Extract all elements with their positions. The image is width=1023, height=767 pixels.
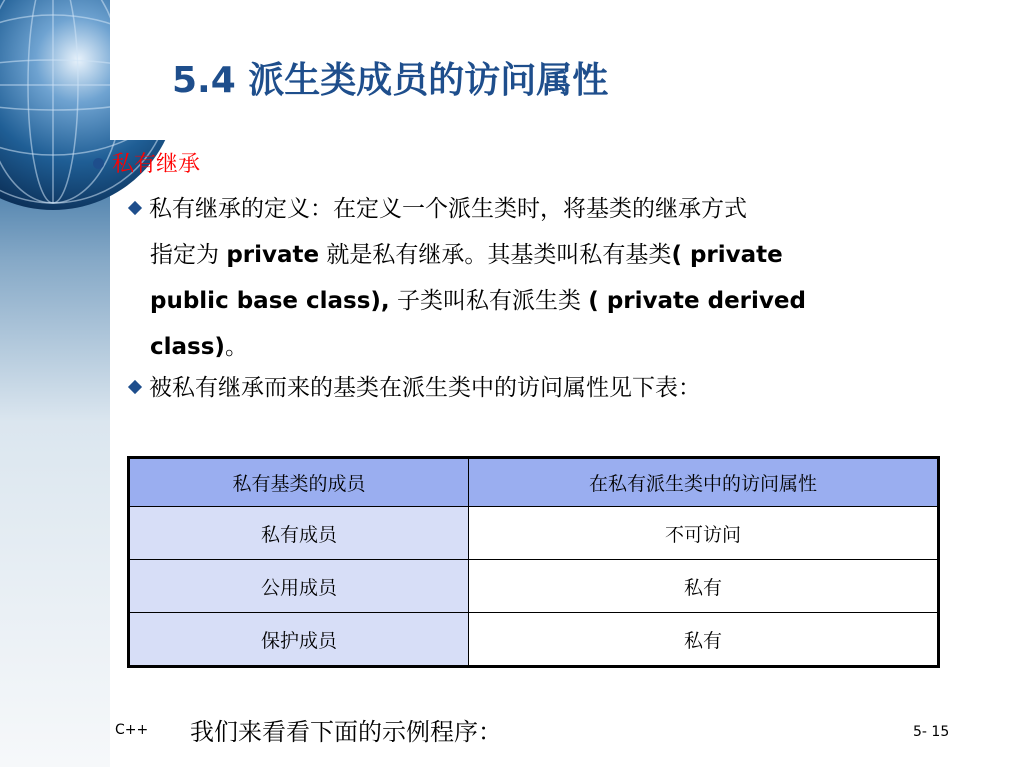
definition-text-3a: public base class), bbox=[150, 288, 390, 314]
bullet-dot-icon bbox=[93, 158, 104, 169]
table-row bbox=[129, 560, 939, 613]
access-table bbox=[127, 456, 940, 668]
diamond-bullet-icon bbox=[128, 380, 142, 394]
footer-course-label: C++ bbox=[115, 722, 149, 738]
table-cell: 私有 bbox=[469, 560, 939, 613]
definition-text-2d: ( private bbox=[671, 242, 783, 268]
definition-text-4b: 。 bbox=[224, 334, 248, 360]
definition-line-4 bbox=[130, 324, 970, 370]
footer-caption: 我们来看看下面的示例程序： bbox=[190, 718, 502, 746]
definition-text-2a: 指定为 bbox=[150, 242, 227, 268]
table-header-cell: 私有基类的成员 bbox=[129, 458, 469, 507]
definition-line-2 bbox=[130, 232, 970, 278]
table-row bbox=[129, 613, 939, 667]
page-number: 5- 15 bbox=[913, 724, 950, 740]
definition-keyword-private: private bbox=[226, 242, 320, 268]
diamond-bullet-icon bbox=[128, 201, 142, 215]
definition-text-2c: 就是私有继承。其基类叫私有基类 bbox=[319, 242, 672, 268]
slide-title: 5.4 派生类成员的访问属性 bbox=[172, 60, 609, 101]
definition-text-3c: ( private derived bbox=[588, 288, 806, 314]
heading-bullet-text: 私有继承 bbox=[112, 152, 201, 177]
definition-text-1: 私有继承的定义：在定义一个派生类时，将基类的继承方式 bbox=[149, 196, 747, 222]
definition-paragraph bbox=[130, 186, 970, 370]
table-header-row bbox=[129, 458, 939, 507]
table-cell: 保护成员 bbox=[129, 613, 469, 667]
definition-line-3 bbox=[130, 278, 970, 324]
table-cell: 私有成员 bbox=[129, 507, 469, 560]
table-cell: 私有 bbox=[469, 613, 939, 667]
definition-text-3b: 子类叫私有派生类 bbox=[389, 288, 589, 314]
heading-bullet bbox=[93, 147, 200, 178]
table-header-cell: 在私有派生类中的访问属性 bbox=[469, 458, 939, 507]
table-intro-paragraph bbox=[130, 365, 970, 411]
table-cell: 不可访问 bbox=[469, 507, 939, 560]
definition-text-4a: class) bbox=[150, 334, 225, 360]
definition-line-1 bbox=[130, 186, 970, 232]
table-cell: 公用成员 bbox=[129, 560, 469, 613]
table-row bbox=[129, 507, 939, 560]
table-intro-text: 被私有继承而来的基类在派生类中的访问属性见下表： bbox=[149, 375, 701, 401]
